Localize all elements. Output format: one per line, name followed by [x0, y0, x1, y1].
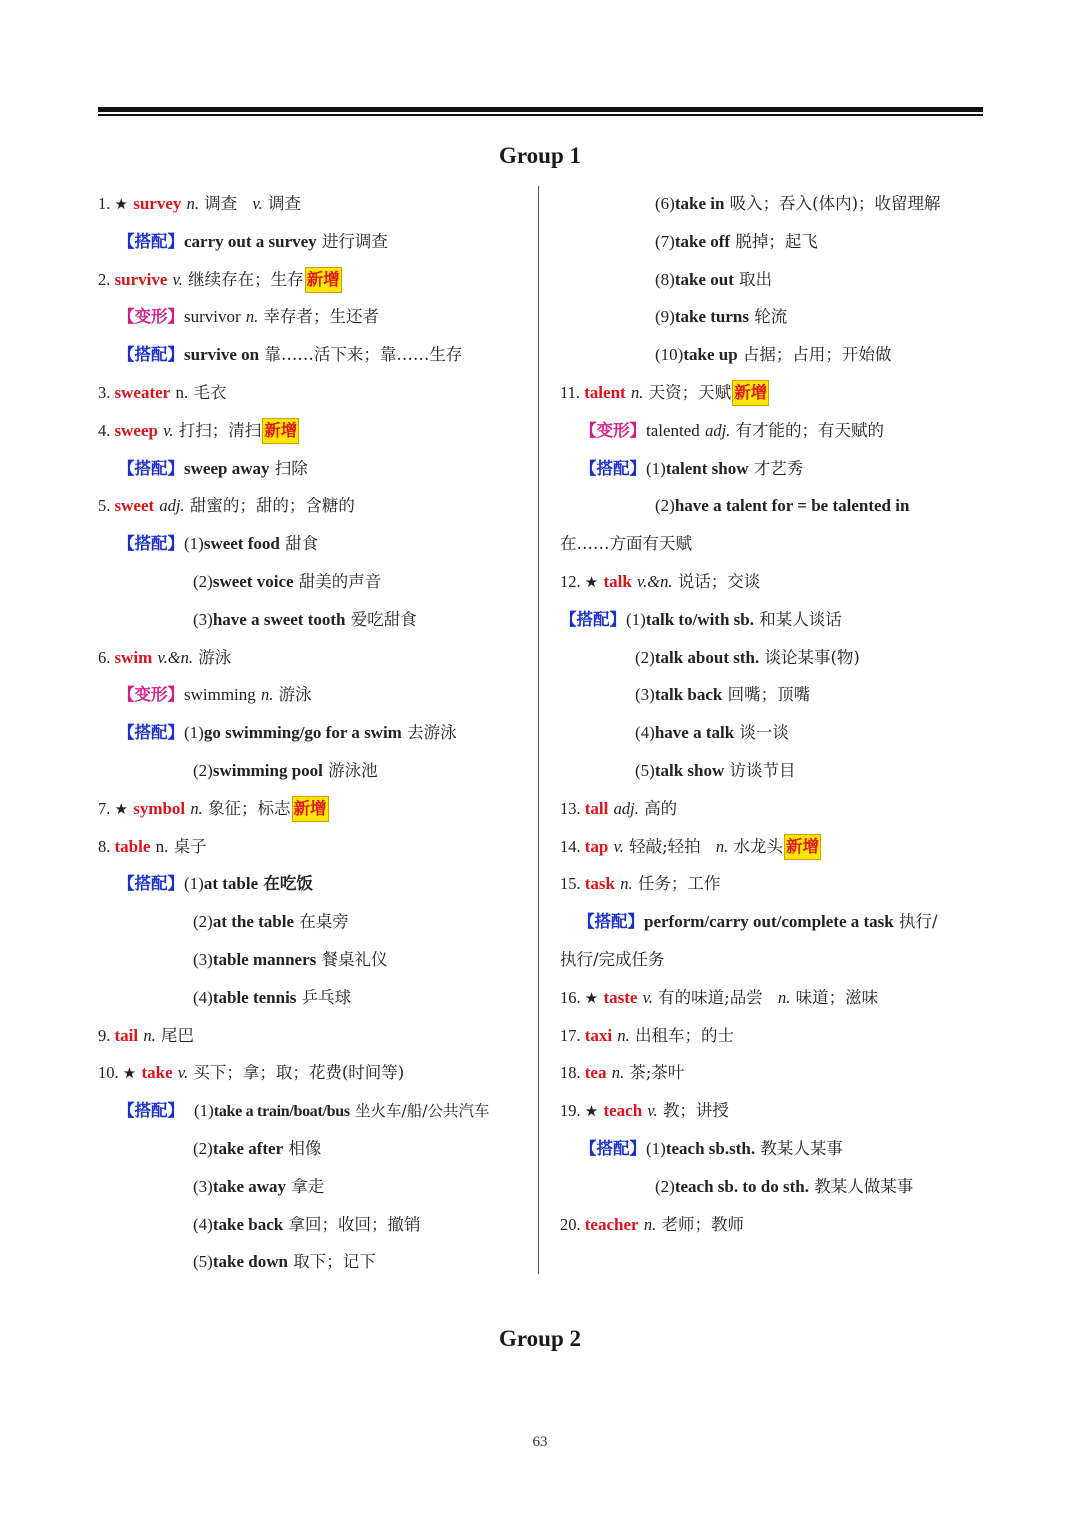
new-badge: 新增 [732, 380, 769, 406]
collocation-tag: 【搭配】 [580, 458, 646, 478]
headword: survive [114, 269, 168, 289]
collocation-tag: 【搭配】 [118, 723, 184, 743]
collocation-item: (4)have a talk 谈一谈 [635, 723, 789, 743]
entry-tail: 9. tail n. 尾巴 [98, 1025, 194, 1045]
entry-tap: 14. tap v. 轻敲;轻拍 n. 水龙头 新增 [560, 828, 990, 866]
collocation-line: 【搭配】(1)at table 在吃饭 [118, 874, 313, 894]
headword: swim [114, 647, 153, 667]
star-icon: ★ [114, 195, 128, 213]
new-badge: 新增 [784, 834, 821, 860]
entry-taste: 16. ★ taste v. 有的味道;品尝 n. 味道；滋味 [560, 987, 879, 1007]
collocation-tag: 【搭配】 [118, 874, 184, 894]
variant-tag: 【变形】 [118, 685, 184, 705]
entry-taxi: 17. taxi n. 出租车；的士 [560, 1025, 735, 1045]
star-icon: ★ [584, 1102, 599, 1121]
headword: teacher [584, 1214, 639, 1234]
entry-teacher: 20. teacher n. 老师；教师 [560, 1214, 744, 1234]
new-badge: 新增 [305, 267, 342, 293]
collocation-item: (2)take after 相像 [193, 1138, 322, 1158]
entry-teach: 19. ★ teach v. 教；讲授 [560, 1101, 729, 1121]
entry-tea: 18. tea n. 茶;茶叶 [560, 1063, 685, 1083]
collocation-item: (8)take out 取出 [655, 269, 773, 289]
variant-tag: 【变形】 [118, 307, 184, 327]
collocation-item: (9)take turns 轮流 [655, 307, 788, 327]
collocation-item: (2)talk about sth. 谈论某事(物) [635, 647, 860, 667]
entry-sweet: 5. sweet adj. 甜蜜的；甜的；含糖的 [98, 496, 355, 516]
entry-task: 15. task n. 任务；工作 [560, 874, 721, 894]
star-icon: ★ [114, 799, 128, 818]
section-title-group-2: Group 2 [498, 1326, 582, 1351]
collocation-tag: 【搭配】 [578, 912, 644, 932]
collocation-item: (4)table tennis 乒乓球 [193, 987, 352, 1007]
headword: talent [584, 382, 626, 402]
collocation-item: (7)take off 脱掉；起飞 [655, 231, 818, 251]
variant-line: 【变形】survivor n. 幸存者；生还者 [118, 307, 380, 327]
collocation-tag: 【搭配】 [580, 1138, 646, 1158]
collocation-item: (2)have a talent for = be talented in [655, 496, 910, 516]
header-rule-thick [98, 107, 983, 112]
collocation-item: (3)take away 拿走 [193, 1176, 325, 1196]
entry-talk: 12. ★ talk v.&n. 说话；交谈 [560, 571, 761, 591]
collocation-item: (2)teach sb. to do sth. 教某人做某事 [655, 1176, 914, 1196]
right-column [560, 185, 990, 1243]
collocation-item: (2)sweet voice 甜美的声音 [193, 571, 382, 591]
entry-table: 8. table n. 桌子 [98, 836, 207, 856]
collocation-tag: 【搭配】 [118, 231, 184, 251]
headword: taxi [584, 1025, 613, 1045]
collocation-tag: 【搭配】 [118, 458, 184, 478]
left-column [98, 185, 528, 1281]
collocation-tag: 【搭配】 [118, 1101, 184, 1121]
collocation-line: 【搭配】(1)teach sb.sth. 教某人某事 [580, 1138, 843, 1158]
headword: symbol [133, 798, 186, 818]
variant-tag: 【变形】 [580, 420, 646, 440]
entry-survive: 2. survive v. 继续存在；生存 新增 [98, 261, 528, 299]
headword: tall [584, 798, 609, 818]
headword: taste [603, 987, 638, 1007]
collocation-item: (6)take in 吸入；吞入(体内)；收留理解 [655, 194, 941, 213]
collocation-line: 【搭配】sweep away 扫除 [118, 458, 308, 478]
headword: task [584, 874, 615, 894]
collocation-item: (2)at the table 在桌旁 [193, 912, 349, 932]
headword: tea [584, 1063, 607, 1083]
collocation-line: 【搭配】(1)talk to/with sb. 和某人谈话 [560, 609, 842, 629]
headword: sweater [114, 382, 171, 402]
collocation-line: 【搭配】 (1)take a train/boat/bus 坐火车/船/公共汽车 [118, 1101, 490, 1121]
collocation-line: 【搭配】(1)sweet food 甜食 [118, 534, 319, 554]
collocation-item: (2)swimming pool 游泳池 [193, 760, 378, 780]
headword: sweep [114, 420, 158, 440]
entry-sweep: 4. sweep v. 打扫；清扫 新增 [98, 412, 528, 450]
collocation-item: (3)table manners 餐桌礼仪 [193, 949, 388, 969]
entry-tall: 13. tall adj. 高的 [560, 798, 678, 818]
collocation-item: (10)take up 占据；占用；开始做 [655, 345, 892, 365]
collocation-line-continued: 执行/完成任务 [560, 949, 665, 969]
collocation-line: 【搭配】survive on 靠……活下来；靠……生存 [118, 345, 463, 365]
entry-symbol: 7. ★ symbol n. 象征；标志 新增 [98, 790, 528, 828]
star-icon: ★ [122, 1064, 137, 1083]
collocation-item: (5)take down 取下；记下 [193, 1252, 376, 1272]
collocation-line: 【搭配】carry out a survey 进行调查 [118, 231, 388, 251]
collocation-line: 【搭配】(1)go swimming/go for a swim 去游泳 [118, 723, 457, 743]
headword: talk [603, 571, 632, 591]
headword: tap [584, 836, 609, 856]
entry-survey: 1. ★ survey n. 调查 v. 调查 [98, 194, 301, 213]
page-number: 63 [532, 1434, 548, 1450]
headword: table [114, 836, 151, 856]
section-title-group-1: Group 1 [498, 143, 582, 168]
new-badge: 新增 [292, 796, 329, 822]
entry-talent: 11. talent n. 天资；天赋 新增 [560, 374, 990, 412]
collocation-item: (5)talk show 访谈节目 [635, 760, 796, 780]
star-icon: ★ [584, 988, 599, 1007]
collocation-line: 【搭配】(1)talent show 才艺秀 [580, 458, 804, 478]
collocation-tag: 【搭配】 [118, 345, 184, 365]
collocation-item: (4)take back 拿回；收回；撤销 [193, 1214, 421, 1234]
column-divider [538, 186, 539, 1274]
headword: survey [133, 194, 182, 213]
collocation-item: (3)talk back 回嘴；顶嘴 [635, 685, 811, 705]
new-badge: 新增 [262, 418, 299, 444]
star-icon: ★ [584, 572, 599, 591]
entry-swim: 6. swim v.&n. 游泳 [98, 647, 232, 667]
headword: sweet [114, 496, 155, 516]
collocation-line: 【搭配】perform/carry out/complete a task 执行/ [578, 912, 938, 932]
collocation-tag: 【搭配】 [118, 534, 184, 554]
variant-line: 【变形】swimming n. 游泳 [118, 685, 312, 705]
header-rule-thin [98, 114, 983, 116]
collocation-tag: 【搭配】 [560, 609, 626, 629]
headword: teach [603, 1101, 643, 1121]
variant-line: 【变形】talented adj. 有才能的；有天赋的 [580, 420, 885, 440]
entry-sweater: 3. sweater n. 毛衣 [98, 382, 227, 402]
headword: take [141, 1063, 173, 1083]
entry-take: 10. ★ take v. 买下；拿；取；花费(时间等) [98, 1063, 405, 1083]
headword: tail [114, 1025, 139, 1045]
collocation-item-continued: 在……方面有天赋 [560, 534, 692, 554]
collocation-item: (3)have a sweet tooth 爱吃甜食 [193, 609, 417, 629]
